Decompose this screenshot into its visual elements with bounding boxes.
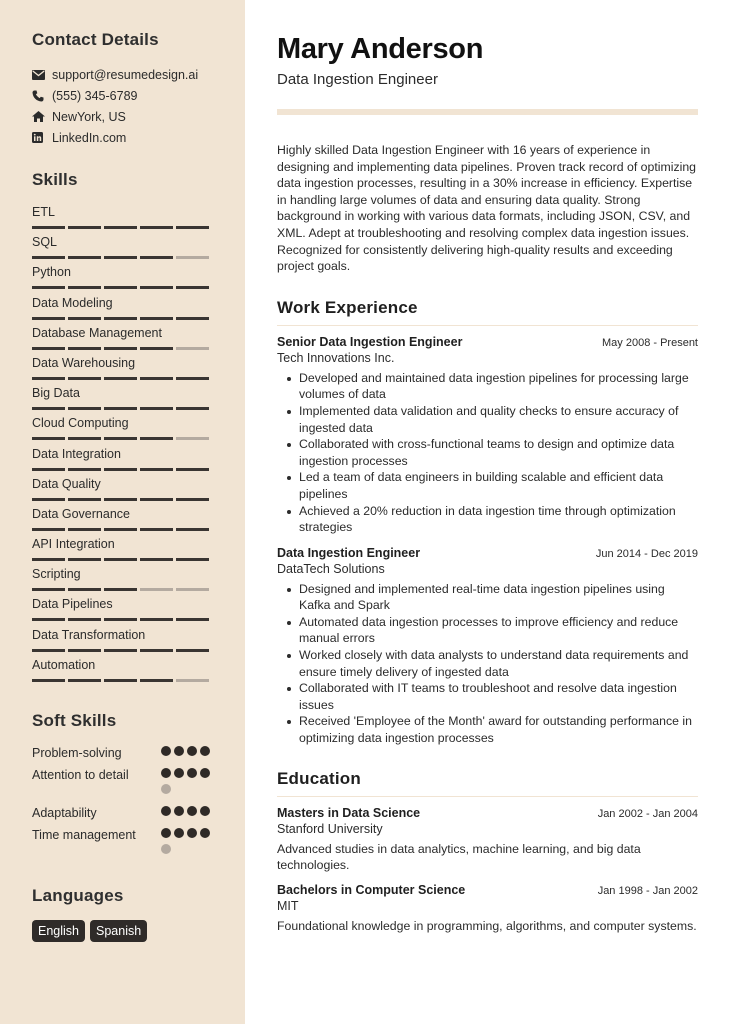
education-description: Advanced studies in data analytics, machine learning, and big data technologies. [277,841,641,873]
skill-level-segment [104,679,137,682]
rating-dot [200,768,210,778]
job-bullet: Designed and implemented real-time data ingestion pipelines using Kafka and Spark [299,581,698,614]
sidebar [0,0,245,1024]
main-content [245,0,730,1024]
skill-level-segment [140,558,173,561]
rating-dot [174,768,184,778]
contact-email-text: support@resumedesign.ai [52,67,199,82]
skill-level-segment [140,226,173,229]
skill-name: Data Pipelines [32,597,113,612]
skill-level-segment [32,618,65,621]
skill-level-segment [104,468,137,471]
contact-location-text: NewYork, US [52,109,126,124]
job-bullet: Worked closely with data analysts to understand data requirements and ensure timely delivery of ingested data [299,647,698,680]
soft-skill-rating [161,745,213,762]
rating-dot [200,828,210,838]
skill-level-bar [32,618,213,621]
job-bullet: Collaborated with cross-functional teams to design and optimize data ingestion processes [299,436,698,469]
education-section [277,769,698,935]
skill-item [32,627,213,657]
education-school: Stanford University [277,821,383,836]
soft-skill-rating [161,805,213,822]
skill-level-segment [68,256,101,259]
skill-level-segment [68,468,101,471]
job-header [277,546,698,560]
job-entry [277,546,698,747]
skill-level-segment [140,286,173,289]
skill-level-bar [32,256,213,259]
candidate-role: Data Ingestion Engineer [277,71,438,88]
soft-skill-name: Adaptability [32,806,97,820]
skills-section [32,170,213,687]
job-bullets [277,370,698,536]
skill-level-segment [104,286,137,289]
skill-level-segment [32,528,65,531]
skill-level-segment [140,679,173,682]
skill-item [32,264,213,294]
education-header [277,806,698,820]
skill-level-segment [176,468,209,471]
skill-item [32,596,213,626]
rating-dot [174,828,184,838]
contact-email[interactable] [32,64,213,85]
envelope-icon [32,68,52,82]
skill-level-segment [32,498,65,501]
skill-level-segment [176,286,209,289]
skill-item [32,446,213,476]
skill-level-segment [140,256,173,259]
skill-level-segment [104,377,137,380]
skill-level-bar [32,407,213,410]
skill-level-segment [176,618,209,621]
skill-name: Cloud Computing [32,416,129,431]
rating-dot [161,844,171,854]
skill-level-segment [140,528,173,531]
skill-level-segment [104,649,137,652]
skill-name: API Integration [32,537,115,552]
job-entry [277,335,698,536]
skill-level-bar [32,347,213,350]
skill-level-segment [32,347,65,350]
skill-item [32,566,213,596]
skill-level-segment [68,498,101,501]
job-header [277,335,698,349]
skill-level-segment [68,437,101,440]
skill-level-segment [32,649,65,652]
skill-name: Data Governance [32,506,130,521]
language-badge: English [32,920,85,942]
rating-dot [161,746,171,756]
skill-level-segment [176,407,209,410]
skill-level-bar [32,317,213,320]
section-divider [277,325,698,326]
skill-level-segment [176,317,209,320]
skill-level-bar [32,377,213,380]
skill-item [32,295,213,325]
skill-name: Data Warehousing [32,355,136,370]
skill-level-bar [32,226,213,229]
skill-level-bar [32,558,213,561]
languages-heading: Languages [32,886,124,905]
section-divider [277,796,698,797]
job-company: DataTech Solutions [277,561,385,576]
skill-level-segment [176,256,209,259]
skill-level-segment [140,347,173,350]
skill-item [32,415,213,445]
skill-level-segment [104,498,137,501]
skill-level-segment [32,317,65,320]
skill-item [32,355,213,385]
job-bullet: Collaborated with IT teams to troubleshoot and resolve data ingestion issues [299,680,698,713]
skill-name: Big Data [32,386,80,401]
skill-level-segment [68,528,101,531]
skill-level-segment [104,256,137,259]
rating-dot [187,768,197,778]
rating-dot [161,784,171,794]
contact-list [32,64,213,148]
skill-item [32,476,213,506]
soft-skill-rating [161,827,213,860]
contact-phone-text: (555) 345-6789 [52,88,138,103]
skill-name: Data Quality [32,476,101,491]
skill-level-segment [176,679,209,682]
skill-level-segment [68,347,101,350]
skill-level-segment [140,618,173,621]
job-bullet: Implemented data validation and quality checks to ensure accuracy of ingested data [299,403,698,436]
education-date: Jan 1998 - Jan 2002 [597,884,698,897]
education-entry [277,883,698,935]
skill-level-segment [176,528,209,531]
education-degree: Masters in Data Science [277,805,421,820]
skill-name: Python [32,265,71,280]
skill-item [32,234,213,264]
skill-name: Data Modeling [32,295,113,310]
skill-name: Data Integration [32,446,121,461]
job-company: Tech Innovations Inc. [277,350,395,365]
contact-linkedin[interactable] [32,127,213,148]
skill-level-segment [32,558,65,561]
soft-skill-item [32,827,213,860]
rating-dot [174,806,184,816]
language-badge: Spanish [90,920,147,942]
rating-dot [187,828,197,838]
soft-skills-section [32,711,213,860]
skill-level-segment [140,377,173,380]
skill-level-segment [104,558,137,561]
skill-level-bar [32,468,213,471]
skill-name: Scripting [32,567,81,582]
skills-heading: Skills [32,170,78,189]
skill-item [32,657,213,687]
soft-skill-name: Problem-solving [32,746,122,760]
soft-skill-rating [161,767,213,800]
skill-level-segment [140,317,173,320]
header-divider [277,109,698,115]
skill-level-segment [68,558,101,561]
soft-skill-list [32,745,213,860]
skill-level-segment [140,407,173,410]
rating-dot [187,806,197,816]
soft-skill-name: Attention to detail [32,768,129,782]
contact-phone[interactable] [32,85,213,106]
skill-item [32,325,213,355]
skill-level-bar [32,528,213,531]
skill-level-bar [32,498,213,501]
rating-dot [187,746,197,756]
skill-list [32,204,213,687]
job-bullet: Automated data ingestion processes to improve efficiency and reduce manual errors [299,614,698,647]
education-degree: Bachelors in Computer Science [277,882,466,897]
skill-level-segment [140,649,173,652]
rating-dot [174,746,184,756]
education-date: Jan 2002 - Jan 2004 [597,807,698,820]
skill-level-segment [32,407,65,410]
skill-level-segment [68,317,101,320]
job-bullet: Achieved a 20% reduction in data ingestion time through optimization strategies [299,503,698,536]
phone-icon [32,89,52,103]
skill-level-segment [140,588,173,591]
education-description: Foundational knowledge in programming, algorithms, and computer systems. [277,918,697,933]
skill-level-segment [104,437,137,440]
languages-section [32,886,213,942]
skill-level-segment [68,588,101,591]
rating-dot [200,746,210,756]
job-date: Jun 2014 - Dec 2019 [595,547,698,560]
rating-dot [161,806,171,816]
skill-level-segment [104,226,137,229]
contact-linkedin-text: LinkedIn.com [52,130,127,145]
skill-level-segment [68,618,101,621]
skill-level-segment [104,317,137,320]
skill-level-segment [104,347,137,350]
contact-location [32,106,213,127]
soft-skills-heading: Soft Skills [32,711,117,730]
education-header [277,883,698,897]
skill-name: SQL [32,235,58,250]
skill-level-segment [68,377,101,380]
soft-skill-name: Time management [32,828,136,842]
skill-level-segment [32,468,65,471]
education-heading: Education [277,768,361,788]
candidate-name: Mary Anderson [277,33,484,65]
skill-item [32,385,213,415]
skill-level-segment [140,437,173,440]
education-school: MIT [277,898,299,913]
skill-level-segment [32,588,65,591]
skill-level-segment [104,618,137,621]
skill-level-segment [104,588,137,591]
skill-level-segment [68,286,101,289]
skill-level-segment [32,256,65,259]
skill-level-segment [176,226,209,229]
education-entry [277,806,698,874]
skill-level-segment [176,498,209,501]
skill-level-segment [104,407,137,410]
skill-level-segment [176,649,209,652]
job-bullet: Received 'Employee of the Month' award for outstanding performance in optimizing data ingestion processes [299,713,698,746]
job-date: May 2008 - Present [602,336,698,349]
skill-level-segment [140,468,173,471]
skill-level-segment [68,649,101,652]
skill-level-segment [176,347,209,350]
soft-skill-item [32,805,213,822]
job-bullet: Developed and maintained data ingestion pipelines for processing large volumes of data [299,370,698,403]
skill-level-segment [32,679,65,682]
work-experience-heading: Work Experience [277,297,418,317]
rating-dot [161,768,171,778]
contact-section [32,30,213,148]
skill-item [32,506,213,536]
summary-paragraph: Highly skilled Data Ingestion Engineer with 16 years of experience in designing and implementing data pipelines. Proven track record of optimizing data ingestion processes, resulting in a 30% increase in efficiency. Expertise in handling large volumes of data and ensuring data quality. Strong background in working with various data formats, including JSON, CSV, and XML. Adept at troubleshooting and resolving complex data ingestion issues. Recognized for consistently delivering high-quality results and exceeding project goals. [277,143,697,274]
soft-skill-item [32,745,213,762]
skill-item [32,204,213,234]
skill-level-bar [32,649,213,652]
skill-level-segment [140,498,173,501]
skill-level-segment [104,528,137,531]
skill-name: ETL [32,205,55,219]
skill-level-segment [176,437,209,440]
job-title: Data Ingestion Engineer [277,545,421,560]
skill-level-bar [32,437,213,440]
skill-name: Database Management [32,325,162,340]
language-list [32,920,213,942]
skill-level-segment [32,226,65,229]
skill-level-segment [32,377,65,380]
job-title: Senior Data Ingestion Engineer [277,334,463,349]
skill-level-segment [176,377,209,380]
skill-level-segment [176,558,209,561]
skill-level-segment [32,286,65,289]
skill-level-bar [32,588,213,591]
skill-name: Data Transformation [32,627,146,642]
linkedin-icon [32,131,52,145]
soft-skill-item [32,767,213,800]
skill-name: Automation [32,657,96,672]
skill-level-segment [68,407,101,410]
skill-level-segment [32,437,65,440]
work-experience-section [277,298,698,747]
skill-level-bar [32,679,213,682]
skill-level-bar [32,286,213,289]
skill-level-segment [68,226,101,229]
skill-item [32,536,213,566]
job-bullet: Led a team of data engineers in building scalable and efficient data pipelines [299,469,698,502]
skill-level-segment [68,679,101,682]
contact-heading: Contact Details [32,30,159,49]
home-icon [32,110,52,124]
job-bullets [277,581,698,747]
skill-level-segment [176,588,209,591]
rating-dot [200,806,210,816]
rating-dot [161,828,171,838]
